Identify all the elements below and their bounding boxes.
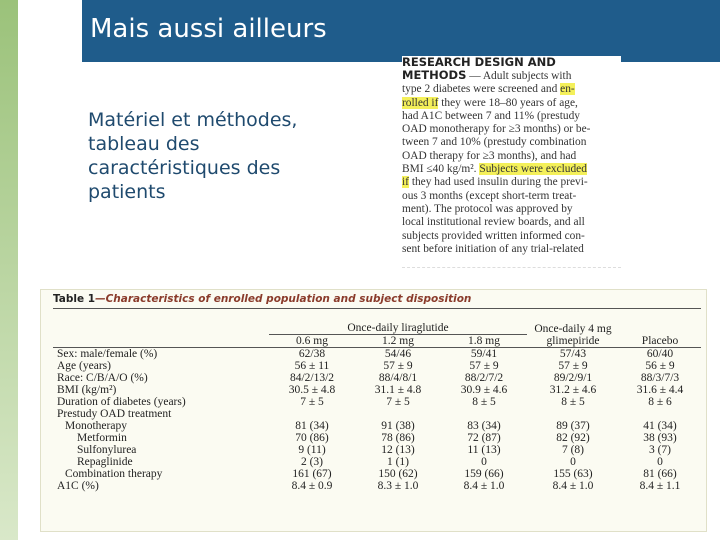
- group-header-glimepiride: Once-daily 4 mg: [534, 322, 612, 335]
- table-cell: 84/2/13/2: [289, 372, 335, 384]
- excerpt-line: tween 7 and 10% (prestudy combination: [402, 136, 587, 149]
- excerpt-line: type 2 diabetes were screened and en-: [402, 83, 575, 96]
- row-label: Prestudy OAD treatment: [57, 408, 172, 420]
- table-cell: 56 ± 11: [294, 360, 330, 372]
- table-cell: 57 ± 9: [558, 360, 588, 372]
- row-label: Age (years): [57, 360, 111, 372]
- table-cell: 3 (7): [648, 444, 672, 456]
- body-line: tableau des: [88, 133, 200, 155]
- row-label: Repaglinide: [77, 456, 133, 468]
- table-cell: [269, 408, 355, 420]
- table-cell: 89 (37): [556, 420, 590, 432]
- table-cell: 41 (34): [643, 420, 677, 432]
- highlight-mark: en-: [560, 83, 575, 96]
- excerpt-line: if they had used insulin during the previ-: [402, 176, 588, 189]
- table-cell: 11 (13): [467, 444, 501, 456]
- table-cell: 88/2/7/2: [464, 372, 504, 384]
- row-label: Combination therapy: [65, 468, 163, 480]
- table-cell: 7 ± 5: [300, 396, 324, 408]
- table-cell: 91 (38): [381, 420, 415, 432]
- row-label: A1C (%): [57, 480, 99, 492]
- table-cell: 150 (62): [378, 468, 418, 480]
- table-cell: 8.4 ± 1.0: [552, 480, 594, 492]
- table-cell: 7 (8): [561, 444, 585, 456]
- excerpt-heading-1: RESEARCH DESIGN AND: [402, 56, 556, 69]
- characteristics-table-panel: [40, 289, 707, 532]
- table-cell: 56 ± 9: [645, 360, 675, 372]
- column-header: 0.6 mg: [296, 335, 328, 347]
- table-cell: 70 (86): [295, 432, 329, 444]
- table-cell: 159 (66): [464, 468, 504, 480]
- table-cell: 0: [657, 456, 663, 468]
- body-line: patients: [88, 181, 166, 203]
- table-cell: 0: [570, 456, 576, 468]
- table-cell: 57 ± 9: [469, 360, 499, 372]
- table-cell: 8 ± 5: [561, 396, 585, 408]
- table-row: [53, 456, 701, 468]
- table-cell: 60/40: [646, 348, 674, 360]
- table-cell: 31.1 ± 4.8: [374, 384, 422, 396]
- table-cell: 82 (92): [556, 432, 590, 444]
- title-bar: [82, 0, 720, 62]
- table-cell: 8 ± 6: [648, 396, 672, 408]
- table-column-header-row: [53, 335, 701, 348]
- table-cell: 81 (34): [295, 420, 329, 432]
- table-cell: 54/46: [384, 348, 412, 360]
- excerpt-line: BMI ≤40 kg/m². Subjects were excluded: [402, 163, 587, 176]
- excerpt-line: rolled if they were 18–80 years of age,: [402, 96, 578, 109]
- table-cell: 9 (11): [298, 444, 326, 456]
- row-label: Sulfonylurea: [77, 444, 137, 456]
- table-cell: 12 (13): [381, 444, 415, 456]
- table-caption-text: —Characteristics of enrolled population and subject disposition: [95, 293, 472, 305]
- row-label: Metformin: [77, 432, 127, 444]
- table-row: [53, 348, 701, 361]
- table-cell: [355, 408, 441, 420]
- table-cell: 7 ± 5: [386, 396, 410, 408]
- table-cell: 8.3 ± 1.0: [377, 480, 419, 492]
- row-label: Race: C/B/A/O (%): [57, 372, 148, 384]
- group-header-liraglutide: Once-daily liraglutide: [269, 309, 527, 335]
- excerpt-line: METHODS — Adult subjects with: [402, 68, 572, 82]
- table-row: [53, 420, 701, 432]
- research-design-excerpt: [402, 56, 621, 268]
- table-cell: 8 ± 5: [472, 396, 496, 408]
- table-cell: 155 (63): [553, 468, 593, 480]
- table-cell: 30.9 ± 4.6: [460, 384, 508, 396]
- table-cell: 31.2 ± 4.6: [549, 384, 597, 396]
- column-header: Placebo: [641, 334, 679, 347]
- title-left-gap: [18, 0, 82, 62]
- table-body: [53, 348, 701, 493]
- table-cell: [527, 408, 619, 420]
- table-cell: 8.4 ± 1.0: [463, 480, 505, 492]
- table-cell: 72 (87): [467, 432, 501, 444]
- table-cell: 8.4 ± 1.1: [639, 480, 681, 492]
- table-cell: 161 (67): [292, 468, 332, 480]
- left-accent-strip: [0, 0, 18, 540]
- excerpt-line: local institutional review boards, and all: [402, 216, 585, 229]
- excerpt-line: ment). The protocol was approved by: [402, 202, 573, 215]
- highlight-mark: Subjects were excluded: [479, 163, 587, 176]
- row-label: BMI (kg/m²): [57, 384, 117, 396]
- table-cell: [619, 408, 701, 420]
- column-header: glimepiride: [546, 334, 600, 347]
- table-cell: 59/41: [470, 348, 498, 360]
- table-cell: 38 (93): [643, 432, 677, 444]
- table-cell: 81 (66): [643, 468, 677, 480]
- table-cell: 88/3/7/3: [640, 372, 680, 384]
- table-row: [53, 480, 701, 492]
- table-cell: [441, 408, 527, 420]
- table-row: [53, 372, 701, 384]
- row-label: Sex: male/female (%): [57, 348, 158, 360]
- excerpt-line: OAD monotherapy for ≥3 months) or be-: [402, 123, 591, 136]
- table-cell: 8.4 ± 0.9: [291, 480, 333, 492]
- table-row: [53, 408, 701, 420]
- excerpt-heading-2: METHODS: [402, 68, 467, 82]
- body-line: caractéristiques des: [88, 157, 281, 179]
- table-cell: 78 (86): [381, 432, 415, 444]
- table-cell: 31.6 ± 4.4: [636, 384, 684, 396]
- table-cell: 2 (3): [300, 456, 324, 468]
- table-cell: 89/2/9/1: [553, 372, 593, 384]
- table-caption: [53, 293, 471, 305]
- table-cell: 83 (34): [467, 420, 501, 432]
- table-row: [53, 432, 701, 444]
- characteristics-table: [53, 308, 701, 492]
- highlight-mark: if: [402, 176, 409, 189]
- table-cell: 62/38: [298, 348, 326, 360]
- table-cell: 30.5 ± 4.8: [288, 384, 336, 396]
- table-cell: 57 ± 9: [383, 360, 413, 372]
- column-header: 1.8 mg: [468, 335, 500, 347]
- table-cell: 88/4/8/1: [378, 372, 418, 384]
- excerpt-line: OAD therapy for ≥3 months), and had: [402, 149, 577, 162]
- excerpt-line: sent before initiation of any trial-related: [402, 242, 584, 255]
- slide-body-text: [88, 108, 368, 204]
- table-row: [53, 468, 701, 480]
- table-row: [53, 396, 701, 408]
- table-group-header-row: [53, 309, 701, 335]
- table-row: [53, 444, 701, 456]
- body-line: Matériel et méthodes,: [88, 109, 298, 131]
- excerpt-line: subjects provided written informed con-: [402, 229, 585, 242]
- row-label: Monotherapy: [65, 420, 127, 432]
- table-cell: 57/43: [559, 348, 587, 360]
- excerpt-line: had A1C between 7 and 11% (prestudy: [402, 109, 580, 122]
- row-label: Duration of diabetes (years): [57, 396, 186, 408]
- slide-title: Mais aussi ailleurs: [90, 14, 327, 44]
- table-row: [53, 360, 701, 372]
- excerpt-line: ous 3 months (except short-term treat-: [402, 189, 577, 202]
- table-row: [53, 384, 701, 396]
- column-header: 1.2 mg: [382, 335, 414, 347]
- table-cell: 0: [481, 456, 487, 468]
- table-cell: 1 (1): [386, 456, 410, 468]
- table-caption-label: Table 1: [53, 293, 96, 305]
- highlight-mark: rolled if: [402, 96, 439, 109]
